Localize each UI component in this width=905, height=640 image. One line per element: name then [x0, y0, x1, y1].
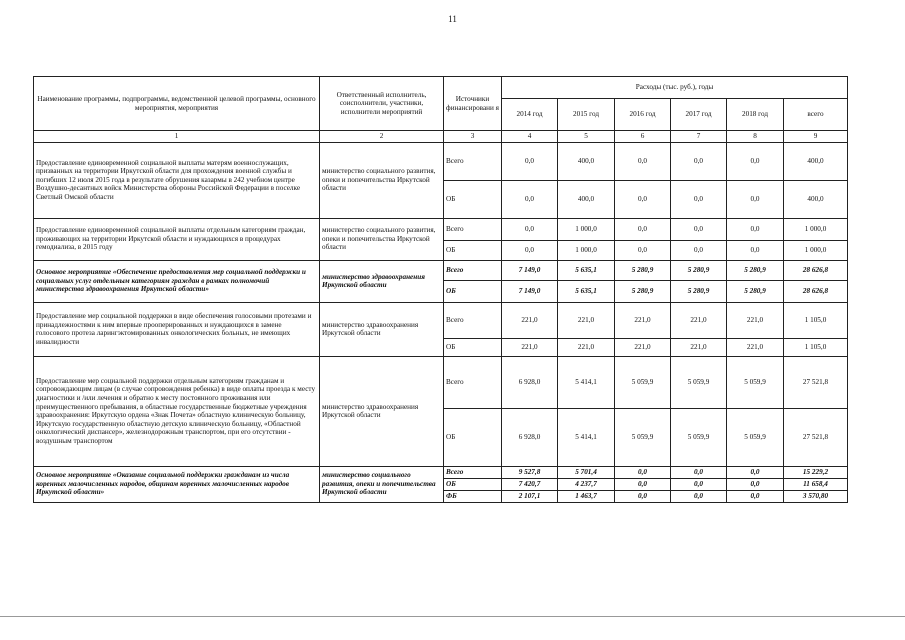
value-cell: 5 059,9 [615, 408, 671, 466]
value-cell: 0,0 [671, 142, 727, 180]
value-cell: 1 463,7 [558, 490, 615, 502]
header-source: Источники финансировани я [444, 77, 502, 131]
value-cell: 1 000,0 [558, 240, 615, 260]
funding-source: Всего [444, 356, 502, 408]
value-cell: 0,0 [615, 478, 671, 490]
activity-name: Предоставление мер социальной поддержки отдельным категориям гражданам и сопровождающим лицам (в случае сопровождения ребенка) в виде оплаты проезда к месту диагностики и /или лечения и обратно к месту постоянного проживания или преимущественного пребывания, в областные государственные бюджетные учреждения здравоохранения: Иркутскую ордена «Знак Почета» областную клиническую больницу, Иркутскую государственную областную детскую клиническую больницу, «Областной онкологический диспансер», железнодорожным транспортом, при его отсутствии - воздушным транспортом [34, 356, 320, 466]
value-cell: 0,0 [727, 490, 784, 502]
funding-source: Всего [444, 142, 502, 180]
funding-source: ОБ [444, 280, 502, 302]
responsible-executor: министерство здравоохранения Иркутской области [320, 302, 444, 356]
value-cell: 221,0 [558, 338, 615, 356]
value-cell: 0,0 [727, 240, 784, 260]
value-cell: 0,0 [615, 142, 671, 180]
value-cell: 11 658,4 [784, 478, 848, 490]
header-responsible: Ответственный исполнитель, соисполнители, участники, исполнители мероприятий [320, 77, 444, 131]
header-year: 2018 год [727, 99, 784, 131]
column-index: 8 [727, 131, 784, 143]
header-expenses: Расходы (тыс. руб.), годы [502, 77, 848, 99]
value-cell: 5 280,9 [671, 260, 727, 280]
column-index: 5 [558, 131, 615, 143]
value-cell: 1 105,0 [784, 302, 848, 338]
header-name: Наименование программы, подпрограммы, ведомственной целевой программы, основного мероприятия, мероприятия [34, 77, 320, 131]
column-index: 1 [34, 131, 320, 143]
value-cell: 1 000,0 [784, 218, 848, 240]
value-cell: 5 414,1 [558, 408, 615, 466]
value-cell: 0,0 [615, 466, 671, 478]
value-cell: 5 701,4 [558, 466, 615, 478]
value-cell: 221,0 [615, 302, 671, 338]
value-cell: 5 059,9 [727, 356, 784, 408]
value-cell: 0,0 [615, 218, 671, 240]
value-cell: 5 280,9 [727, 280, 784, 302]
value-cell: 5 280,9 [615, 260, 671, 280]
activity-name: Предоставление мер социальной поддержки в виде обеспечения голосовыми протезами и принадлежностями к ним впервые прооперированных и нуждающихся в замене голосового протеза ларингэктомированных онкологических больных, не имеющих инвалидности [34, 302, 320, 356]
value-cell: 5 635,1 [558, 260, 615, 280]
responsible-executor: министерство социального развития, опеки и попечительства Иркутской области [320, 218, 444, 260]
value-cell: 221,0 [671, 302, 727, 338]
value-cell: 400,0 [784, 142, 848, 180]
value-cell: 1 000,0 [558, 218, 615, 240]
budget-table [33, 76, 848, 503]
responsible-executor: министерство социального развития, опеки и попечительства Иркутской области [320, 466, 444, 502]
table-row [34, 466, 848, 478]
column-index: 4 [502, 131, 558, 143]
value-cell: 5 280,9 [671, 280, 727, 302]
value-cell: 400,0 [558, 142, 615, 180]
column-index: 3 [444, 131, 502, 143]
table-row [34, 302, 848, 338]
funding-source: ОБ [444, 180, 502, 218]
value-cell: 0,0 [615, 180, 671, 218]
funding-source: Всего [444, 466, 502, 478]
table-row [34, 142, 848, 180]
value-cell: 0,0 [727, 218, 784, 240]
responsible-executor: министерство здравоохранения Иркутской области [320, 356, 444, 466]
value-cell: 7 149,0 [502, 260, 558, 280]
column-index: 6 [615, 131, 671, 143]
value-cell: 1 000,0 [784, 240, 848, 260]
value-cell: 4 237,7 [558, 478, 615, 490]
value-cell: 3 570,80 [784, 490, 848, 502]
value-cell: 0,0 [727, 478, 784, 490]
value-cell: 5 059,9 [671, 408, 727, 466]
value-cell: 0,0 [615, 490, 671, 502]
main-activity-name: Основное мероприятие «Обеспечение предоставления мер социальной поддержки и социальных услуг отдельным категориям граждан в рамках полномочий министерства здравоохранения Иркутской области» [34, 260, 320, 302]
value-cell: 6 928,0 [502, 408, 558, 466]
value-cell: 1 105,0 [784, 338, 848, 356]
value-cell: 5 059,9 [727, 408, 784, 466]
column-index: 7 [671, 131, 727, 143]
value-cell: 27 521,8 [784, 408, 848, 466]
value-cell: 221,0 [615, 338, 671, 356]
funding-source: ОБ [444, 240, 502, 260]
value-cell: 5 414,1 [558, 356, 615, 408]
value-cell: 221,0 [558, 302, 615, 338]
value-cell: 0,0 [671, 218, 727, 240]
table-row [34, 356, 848, 408]
header-year: 2015 год [558, 99, 615, 131]
activity-name: Предоставление единовременной социальной выплаты матерям военнослужащих, призванных на территории Иркутской области для прохождения военной службы и погибших 12 июля 2015 года в результате обрушения казармы в 242 учебном центре Воздушно-десантных войск Министерства обороны Российской Федерации в поселке Светлый Омской области [34, 142, 320, 218]
value-cell: 5 635,1 [558, 280, 615, 302]
value-cell: 0,0 [671, 466, 727, 478]
value-cell: 5 280,9 [727, 260, 784, 280]
value-cell: 0,0 [671, 240, 727, 260]
value-cell: 0,0 [727, 466, 784, 478]
funding-source: ОБ [444, 408, 502, 466]
activity-name: Предоставление единовременной социальной выплаты отдельным категориям граждан, проживающих на территории Иркутской области и нуждающихся в процедурах гемодиализа, в 2015 году [34, 218, 320, 260]
header-year: 2014 год [502, 99, 558, 131]
funding-source: ФБ [444, 490, 502, 502]
funding-source: Всего [444, 260, 502, 280]
value-cell: 400,0 [558, 180, 615, 218]
value-cell: 0,0 [671, 490, 727, 502]
value-cell: 0,0 [615, 240, 671, 260]
value-cell: 7 149,0 [502, 280, 558, 302]
value-cell: 0,0 [727, 180, 784, 218]
funding-source: ОБ [444, 478, 502, 490]
value-cell: 0,0 [727, 142, 784, 180]
table-row [34, 260, 848, 280]
value-cell: 6 928,0 [502, 356, 558, 408]
value-cell: 5 059,9 [671, 356, 727, 408]
header-year: 2016 год [615, 99, 671, 131]
funding-source: Всего [444, 218, 502, 240]
value-cell: 0,0 [502, 218, 558, 240]
value-cell: 221,0 [727, 302, 784, 338]
column-index: 9 [784, 131, 848, 143]
value-cell: 9 527,8 [502, 466, 558, 478]
value-cell: 2 107,1 [502, 490, 558, 502]
page-number: 11 [448, 14, 457, 24]
value-cell: 27 521,8 [784, 356, 848, 408]
value-cell: 400,0 [784, 180, 848, 218]
value-cell: 221,0 [727, 338, 784, 356]
value-cell: 5 280,9 [615, 280, 671, 302]
header-total: всего [784, 99, 848, 131]
responsible-executor: министерство социального развития, опеки и попечительства Иркутской области [320, 142, 444, 218]
value-cell: 0,0 [671, 478, 727, 490]
column-index: 2 [320, 131, 444, 143]
value-cell: 5 059,9 [615, 356, 671, 408]
value-cell: 28 626,8 [784, 280, 848, 302]
main-activity-name: Основное мероприятие «Оказание социальной поддержки гражданам из числа коренных малочисленных народов, общинам коренных малочисленных народов Иркутской области» [34, 466, 320, 502]
value-cell: 221,0 [671, 338, 727, 356]
value-cell: 221,0 [502, 302, 558, 338]
value-cell: 0,0 [502, 240, 558, 260]
value-cell: 0,0 [502, 180, 558, 218]
page-bottom-rule [0, 616, 905, 617]
value-cell: 0,0 [502, 142, 558, 180]
value-cell: 15 229,2 [784, 466, 848, 478]
value-cell: 28 626,8 [784, 260, 848, 280]
value-cell: 221,0 [502, 338, 558, 356]
funding-source: Всего [444, 302, 502, 338]
value-cell: 7 420,7 [502, 478, 558, 490]
value-cell: 0,0 [671, 180, 727, 218]
funding-source: ОБ [444, 338, 502, 356]
table-row [34, 218, 848, 240]
header-year: 2017 год [671, 99, 727, 131]
responsible-executor: министерство здравоохранения Иркутской области [320, 260, 444, 302]
